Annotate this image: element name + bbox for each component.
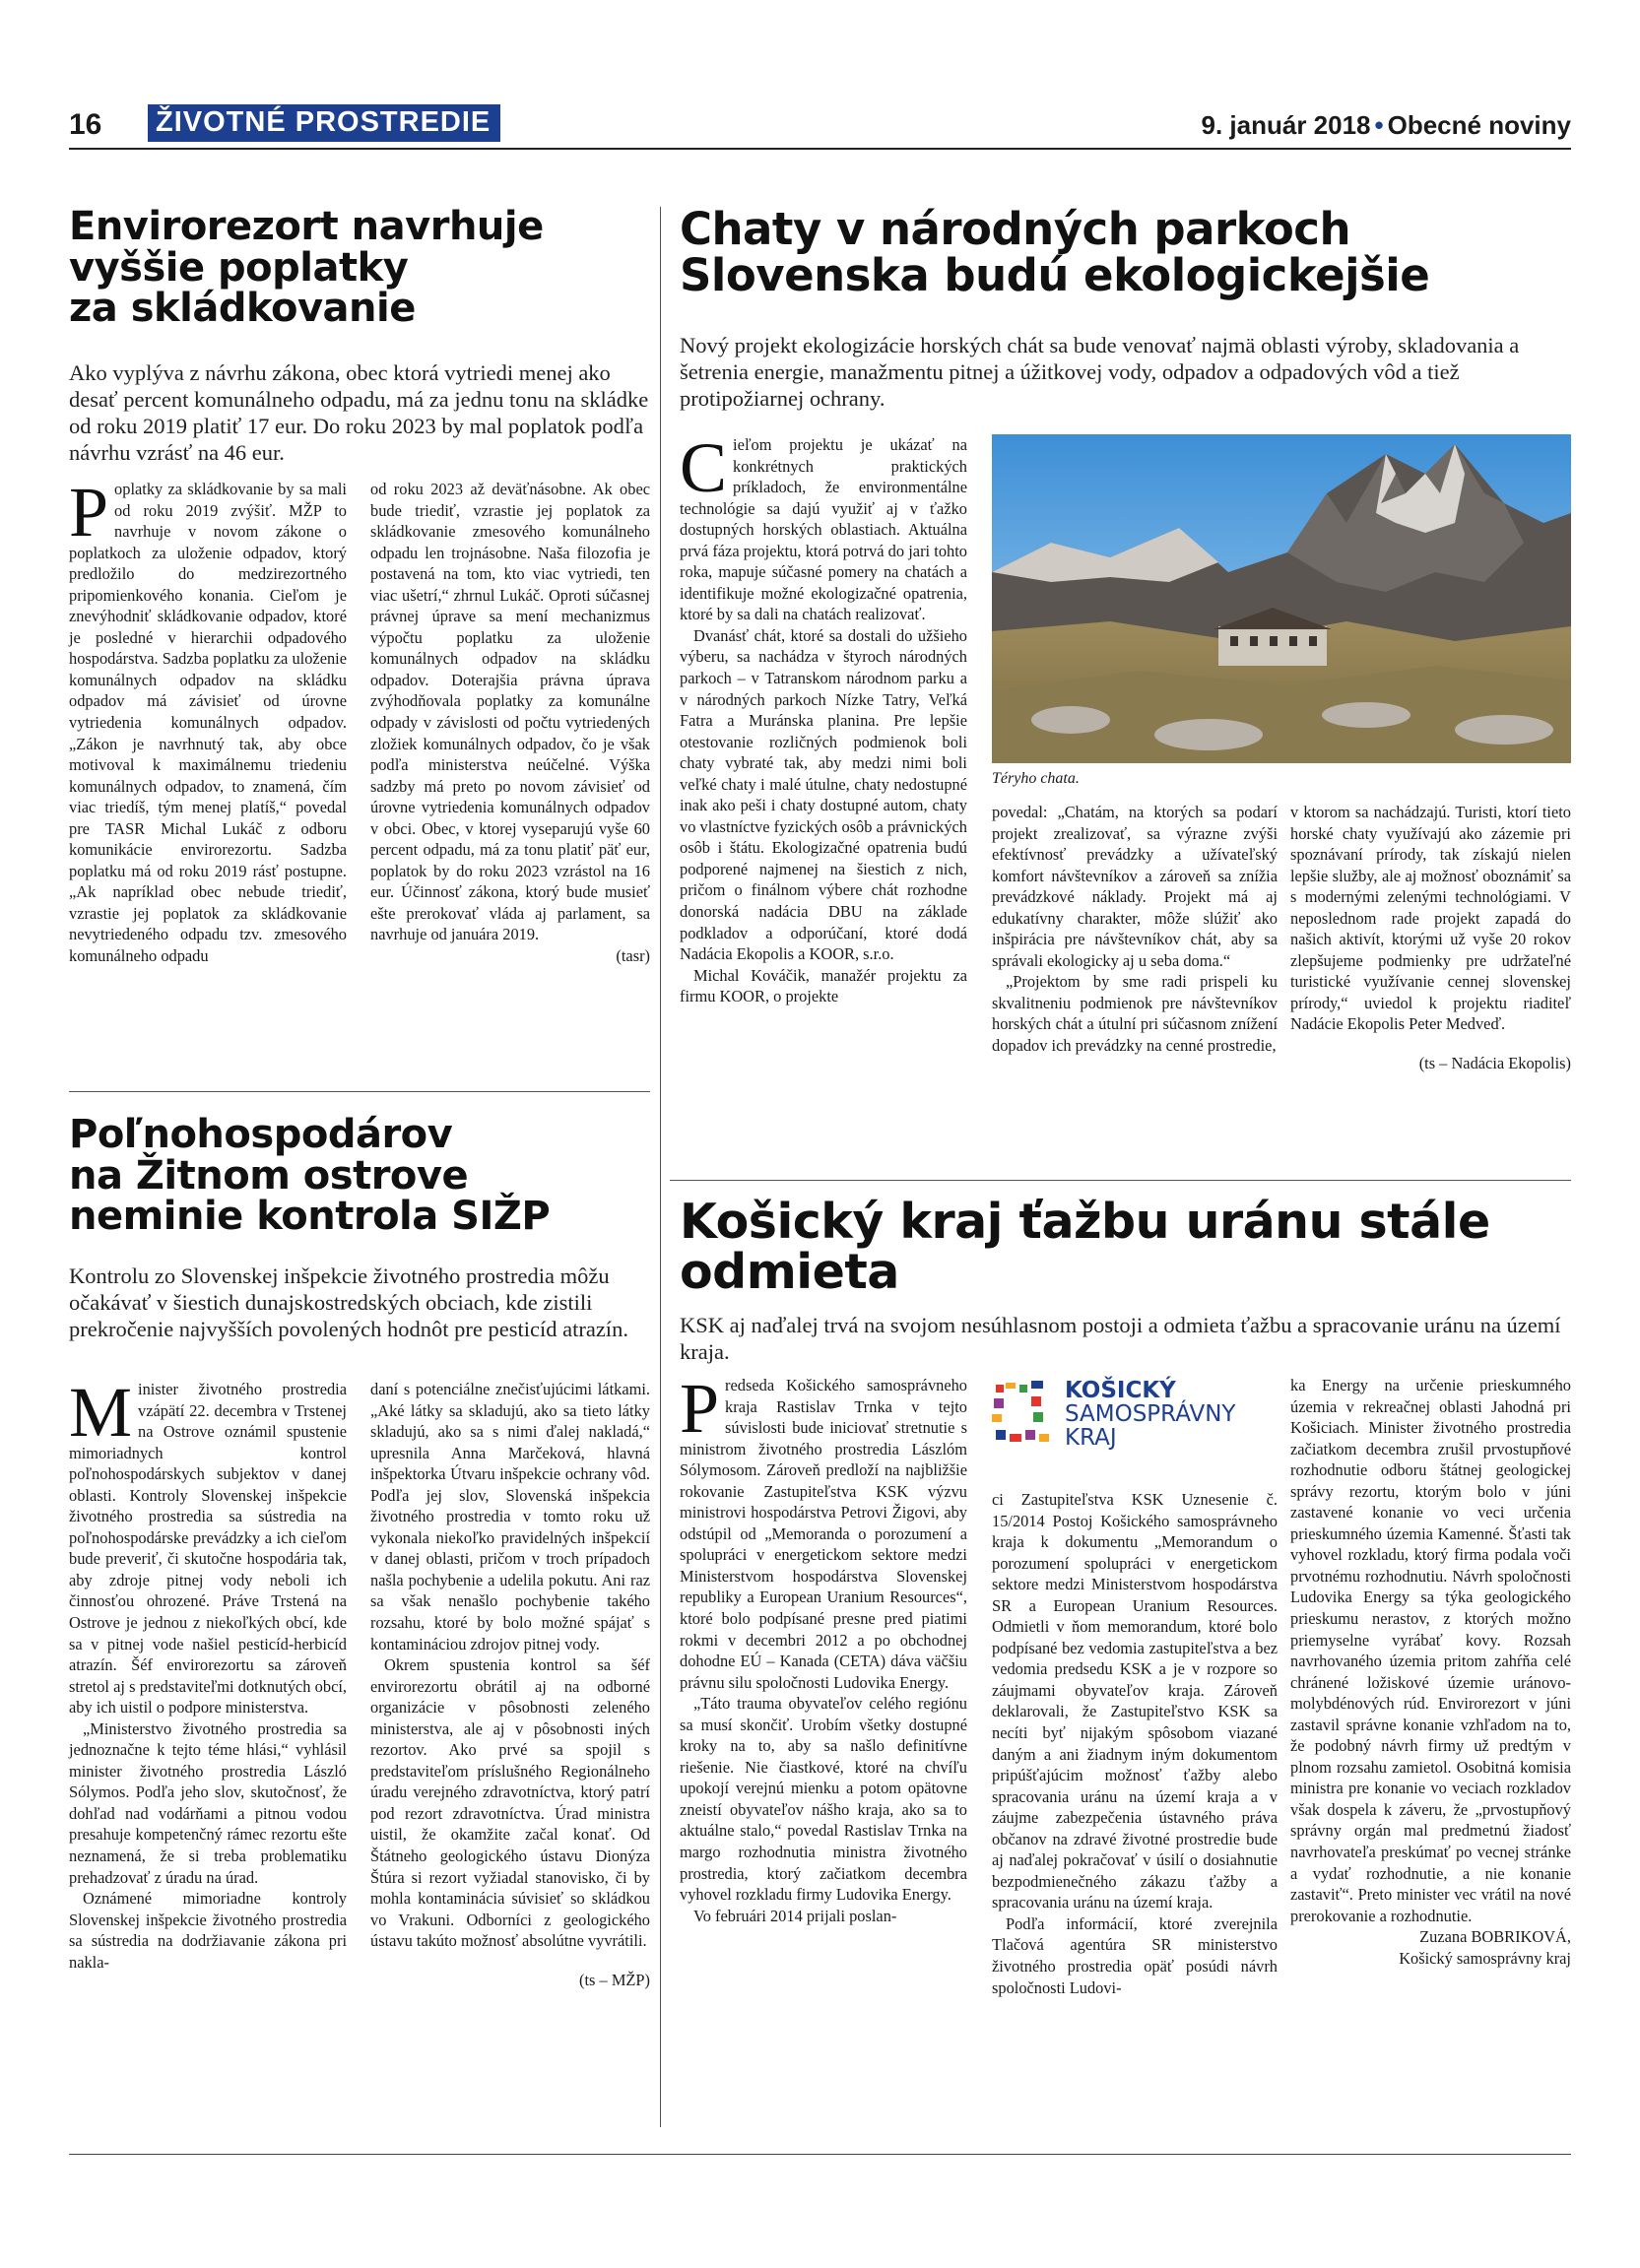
page-number: 16 (69, 108, 102, 141)
article2-col1: Minister životného prostredia vzápätí 22. decembra v Trstenej na Ostrove oznámil spustenie mimoriadnych kontrol poľnohospodárskych subjektov v danej oblasti. Kontroly Slovenskej inšpekcie životného prostredia sa sústredia na poľnohospodárske prevádzky a ich cieľom bude preveriť, či skutočne hospodária tak, aby zdroje pitnej vody neboli ich činnosťou ohrozené. Práve Trstená na Ostrove je jednou z niekoľkých obcí, kde sa v pitnej vode našiel pesticíd-herbicíd atrazín. Šéf envirorezortu sa zároveň stretol aj s predstaviteľmi dotknutých obcí, aby ich uistil o podpore ministerstva. „Ministerstvo životného prostredia sa jednoznačne k tejto téme hlási,“ vyhlásil minister životného prostredia László Sólymos. Podľa jeho slov, skutočnosť, že dohľad nad vodárňami a pitnou vodou presahuje kompetenčný rámec rezortu ešte neznamená, že si treba problematiku prehadzovať z úradu na úrad. Oznámené mimoriadne kontroly Slovenskej inšpekcie životného prostredia sa sústredia na dodržiavanie zákona pri nakla- (69, 1373, 347, 1972)
newspaper-name: Obecné noviny (1387, 110, 1571, 140)
article4-headline: Košický kraj ťažbu uránu stále odmieta (680, 1194, 1490, 1300)
dropcap: P (69, 473, 109, 551)
article2-lead: Kontrolu zo Slovenskej inšpekcie životného prostredia môžu očakávať v šiestich dunajskostredských obciach, kde zistili prekročenie najvyšších povolených hodnôt pre pesticíd atrazín. (69, 1264, 628, 1341)
article2-credit: (ts – MŽP) (579, 1970, 650, 1989)
article3-col3: v ktorom sa nachádzajú. Turisti, ktorí tieto horské chaty využívajú ako zázemie pri spoznávaní prírody, tak získajú nielen lepšie služby, ale aj možnosť oboznámiť sa s modernými zelenými technológiami. V neposlednom rade projekt zapadá do našich aktivít, ktorými už vyše 20 rokov zlepšujeme podmienky pre udržateľné turistické využívanie cennej slovenskej prírody,“ uviedol k projektu riaditeľ Nadácie Ekopolis Peter Medveď. (ts – Nadácia Ekopolis) (1290, 803, 1571, 1073)
issue-date: 9. január 2018 (1201, 110, 1371, 140)
article1-headline: Envirorezort navrhuje vyššie poplatky za skládkovanie (69, 204, 544, 332)
article4-lead: KSK aj naďalej trvá na svojom nesúhlasnom postoji a odmieta ťažbu a spracovanie uránu na území kraja. (680, 1313, 1561, 1364)
column-divider (660, 207, 661, 2127)
photo-caption: Téryho chata. (992, 770, 1080, 787)
dropcap: M (69, 1373, 133, 1452)
ksk-logo (992, 1377, 1268, 1475)
section-label: ŽIVOTNÉ PROSTREDIE (148, 104, 500, 142)
article1-credit: (tasr) (616, 946, 650, 966)
article4-col2: ci Zastupiteľstva KSK Uznesenie č. 15/2014 Postoj Košického samosprávneho kraja k dokumentu „Memorandum o porozumení spolupráci v energetickom sektore medzi Ministerstvom hospodárstva SR a European Uranium Resources. Odmietli v ňom memorandum, ktoré bolo podpísané bez vedomia zastupiteľstva a bez vedomia predsedu KSK a je v rozpore so záujmami obyvateľov kraja. Zároveň deklarovali, že Zastupiteľstvo KSK sa necíti byť nijakým spôsobom viazané daným a ani žiadnym iným dokumentom pripúšťajúcim možnosť ťažby alebo spracovania uránu na území kraja a v záujme zabezpečenia ústavného práva občanov na zdravé životné prostredie bude aj naďalej pokračovať v úsilí o dosiahnutie bezpodmienečného zákazu ťažby a spracovania uránu na území kraja. Podľa informácií, ktoré zverejnila Tlačová agentúra SR ministerstvo životného prostredia opäť posúdi návrh spoločnosti Ludovi- (992, 1490, 1278, 1997)
article4-col3: ka Energy na určenie prieskumného územia v rekreačnej oblasti Jahodná pri Košiciach. Minister životného prostredia začiatkom decembra zrušil prvostupňové rozhodnutie odboru štátnej geologickej správy rezortu, ktorým bolo v júni zastavené konanie vo veci určenia prieskumného územia Kamenné. Šťasti tak vyhovel rozkladu, ktorý firma podala voči prvotnému rozhodnutiu. Návrh spoločnosti Ludovika Energy sa týka geologického prieskumu nerastov, z ktorých možno priemyselne vyrábať kovy. Rozsah navrhovaného územia pritom zahŕňa celé chránené ložiskové územie uránovo-molybdénových rúd. Envirorezort v júni zastavil správne konanie vzhľadom na to, že podobný návrh firmy už predtým v plnom rozsahu zamietol. Osobitná komisia ministra pre konanie vo veciach rozkladov však dospela k záveru, že „prvostupňový správny orgán mal predmetnú žiadosť navrhovateľa preskúmať po vecnej stránke a vydať rozhodnutie, a nie konanie zastaviť“. Preto minister vec vrátil na nové prerokovanie a rozhodnutie. Zuzana BOBRIKOVÁ, Košický samosprávny kraj (1290, 1376, 1571, 1968)
article1-lead: Ako vyplýva z návrhu zákona, obec ktorá vytriedi menej ako desať percent komunálneho odpadu, má za jednu tonu na skládke od roku 2019 platiť 17 eur. Do roku 2023 by mal poplatok podľa návrhu vzrásť na 46 eur. (69, 360, 649, 465)
article4-col1: Predseda Košického samosprávneho kraja Rastislav Trnka v tejto súvislosti bude iniciovať stretnutie s ministrom životného prostredia Lászlóm Sólymosom. Zároveň predloží na najbližšie rokovanie Zastupiteľstva KSK výzvu ministrovi hospodárstva Petrovi Žigovi, aby odstúpil od „Memoranda o porozumení a spolupráci v energetickom sektore medzi Ministerstvom hospodárstva Slovenskej republiky a European Uranium Resources“, ktoré bolo podpísané presne pred piatimi rokmi v decembri 2012 a po obchodnej dohodne EÚ – Kanada (CETA) dáva väčšiu právnu silu spoločnosti Ludovika Energy. „Táto trauma obyvateľov celého regiónu sa musí skončiť. Urobím všetky dostupné kroky na to, aby sa našlo definitívne riešenie. Nie čiastkové, ktoré na chvíľu upokojí verejnú mienku a potom opätovne zneistí obyvateľov nášho kraja, ako sa to aktuálne stalo,“ povedal Rastislav Trnka na margo rozhodnutia ministra životného prostredia, ktorý začiatkom decembra vyhovel rozkladu firmy Ludovika Energy. Vo februári 2014 prijali poslan- (680, 1369, 967, 1925)
article2-headline: Poľnohospodárov na Žitnom ostrove neminie kontrola SIŽP (69, 1112, 551, 1240)
article4-signature: Zuzana BOBRIKOVÁ, Košický samosprávny kraj (1399, 1927, 1571, 1968)
article3-headline: Chaty v národných parkoch Slovenska budú ekologickejšie (680, 203, 1430, 301)
article3-col2: povedal: „Chatám, na ktorých sa podarí projekt zrealizovať, sa výrazne zvýši efektívnosť prevádzky a užívateľský komfort návštevníkov a zároveň sa znížia prevádzkové náklady. Projekt má aj edukatívny charakter, môže slúžiť ako inšpirácia pre návštevníkov chát, aby sa správali ekologicky aj u seba doma.“ „Projektom by sme radi prispeli ku skvalitneniu podmienok pre návštevníkov horských chát a útulní pri súčasnom znížení dopadov ich prevádzky na cenné prostredie, (992, 803, 1278, 1056)
article1-col2: od roku 2023 až deväťnásobne. Ak obec bude triediť, vzrastie jej poplatok za skládkovanie zmesového komunálneho odpadu len trojnásobne. Naša filozofia je postavená na tom, kto viac vytriedi, ten viac ušetrí,“ zhrnul Lukáč. Oproti súčasnej právnej úprave sa mení mechanizmus výpočtu poplatku za uloženie komunálnych odpadov na skládku odpadov. Doterajšia právna úprava zvýhodňovala poplatky za komunálne odpady v závislosti od počtu vytriedených zložiek komunálnych odpadov, čo je však podľa ministerstva neúčelné. Výška sadzby má preto po novom závisieť od úrovne vytriedenia komunálnych odpadov v obci. Obec, v ktorej vyseparujú vyše 60 percent odpadu, má za tonu platiť päť eur, poplatok by do roku 2023 vzrástol na 16 eur. Účinnosť zákona, ktorý bude musieť ešte prerokovať vláda aj parlament, sa navrhuje od januára 2019. (tasr) (370, 480, 650, 966)
article3-lead: Nový projekt ekologizácie horských chát sa bude venovať najmä oblasti výroby, skladovania a šetrenia energie, manažmentu pitnej a úžitkovej vody, odpadov a odpadových vôd a tiež protipožiarnej ochrany. (680, 333, 1520, 411)
dropcap: P (680, 1369, 720, 1448)
article-divider-left (69, 1091, 650, 1092)
header-rule (69, 148, 1571, 150)
ksk-logo-text: KOŠICKÝ SAMOSPRÁVNY KRAJ (1065, 1378, 1236, 1452)
article3-credit: (ts – Nadácia Ekopolis) (1418, 1054, 1571, 1073)
dropcap: C (680, 428, 728, 507)
ksk-logo-mark (992, 1381, 1055, 1446)
issue-info (1202, 110, 1572, 141)
article2-col2: daní s potenciálne znečisťujúcimi látkami. „Aké látky sa skladujú, ako sa tieto látky skladujú, ako sa s nimi ďalej nakladá,“ upresnila Anna Marčeková, hlavná inšpektorka Útvaru inšpekcie ochrany vôd. Podľa jej slov, Slovenská inšpekcia životného prostredia v tomto roku už vykonala niekoľko pravidelných inšpekcií v danej oblasti, pričom v troch prípadoch našla pochybenie a udelila pokutu. Ani raz sa však nenašlo pochybenie takého rozsahu, ktoré by bolo možné spájať s kontamináciou zdrojov pitnej vody. Okrem spustenia kontrol sa šéf envirorezortu obrátil aj na odborné organizácie v pôsobnosti zeleného ministerstva, ale aj v pôsobnosti iných rezortov. Ako prvé sa spojil s predstaviteľom príslušného Regionálneho úradu verejného zdravotníctva, ktorý patrí pod rezort zdravotníctva. Úrad ministra uistil, že okamžite začal konať. Od Štátneho geologického ústavu Dionýza Štúra si rezort vyžiadal stanovisko, či by mohla kontaminácia súvisieť so skládkou vo Vrakuni. Odborníci z geologického ústavu takúto možnosť absolútne vyvrátili. (ts – MŽP) (370, 1380, 650, 1989)
separator-dot: • (1374, 110, 1384, 140)
footer-rule (69, 2154, 1571, 2155)
page-header (69, 104, 1571, 146)
article3-col1: Cieľom projektu je ukázať na konkrétnych praktických príkladoch, že environmentálne technológie sa dajú využiť aj v ťažko dostupných horských oblastiach. Aktuálna prvá fáza projektu, ktorá potrvá do jari tohto roka, mapuje súčasné pomery na chatách a identifikuje možné ekologizačné opatrenia, ktoré by sa dali na chatách realizovať. Dvanásť chát, ktoré sa dostali do užšieho výberu, sa nachádza v štyroch národných parkoch – v Tatranskom národnom parku a v národných parkoch Nízke Tatry, Veľká Fatra a Muránska planina. Pre lepšie otestovanie rozličných podmienok boli chaty vybraté tak, aby medzi nimi boli veľké chaty i malé útulne, chaty nedostupné inak ako peši i chaty dostupné autom, chaty vo vlastníctve fyzických osôb a právnických osôb i štátu. Ekologizačné opatrenia budú podporené najmenej na šiestich z nich, pričom o finálnom výbere chát rozhodne donorská nadácia DBU na základe podkladov a odporúčaní, ktoré dodá Nadácia Ekopolis a KOOR, s.r.o. Michal Kováčik, manažér projektu za firmu KOOR, o projekte (680, 428, 967, 1006)
article-divider-right (670, 1180, 1571, 1181)
mountain-hut-photo (992, 434, 1571, 763)
article1-col1: Poplatky za skládkovanie by sa mali od roku 2019 zvýšiť. MŽP to navrhuje v novom zákone o poplatkoch za uloženie odpadov, ktorý predložilo do medzirezortného pripomienkového konania. Cieľom je znevýhodniť skládkovanie odpadov, ktoré je posledné v hierarchii odpadového hospodárstva. Sadzba poplatku za uloženie komunálnych odpadov na skládku odpadov má závisieť od úrovne vytriedenia komunálnych odpadov. „Zákon je navrhnutý tak, aby obce motivoval k maximálnemu triedeniu komunálnych odpadov, to znamená, čím viac triedíš, tým menej platíš,“ povedal pre TASR Michal Lukáč z odboru komunikácie envirorezortu. Sadzba poplatku má od roku 2019 rásť postupne. „Ak napríklad obec nebude triediť, vzrastie jej poplatok za skládkovanie nevytriedeného odpadu tzv. zmesového komunálneho odpadu (69, 473, 347, 966)
